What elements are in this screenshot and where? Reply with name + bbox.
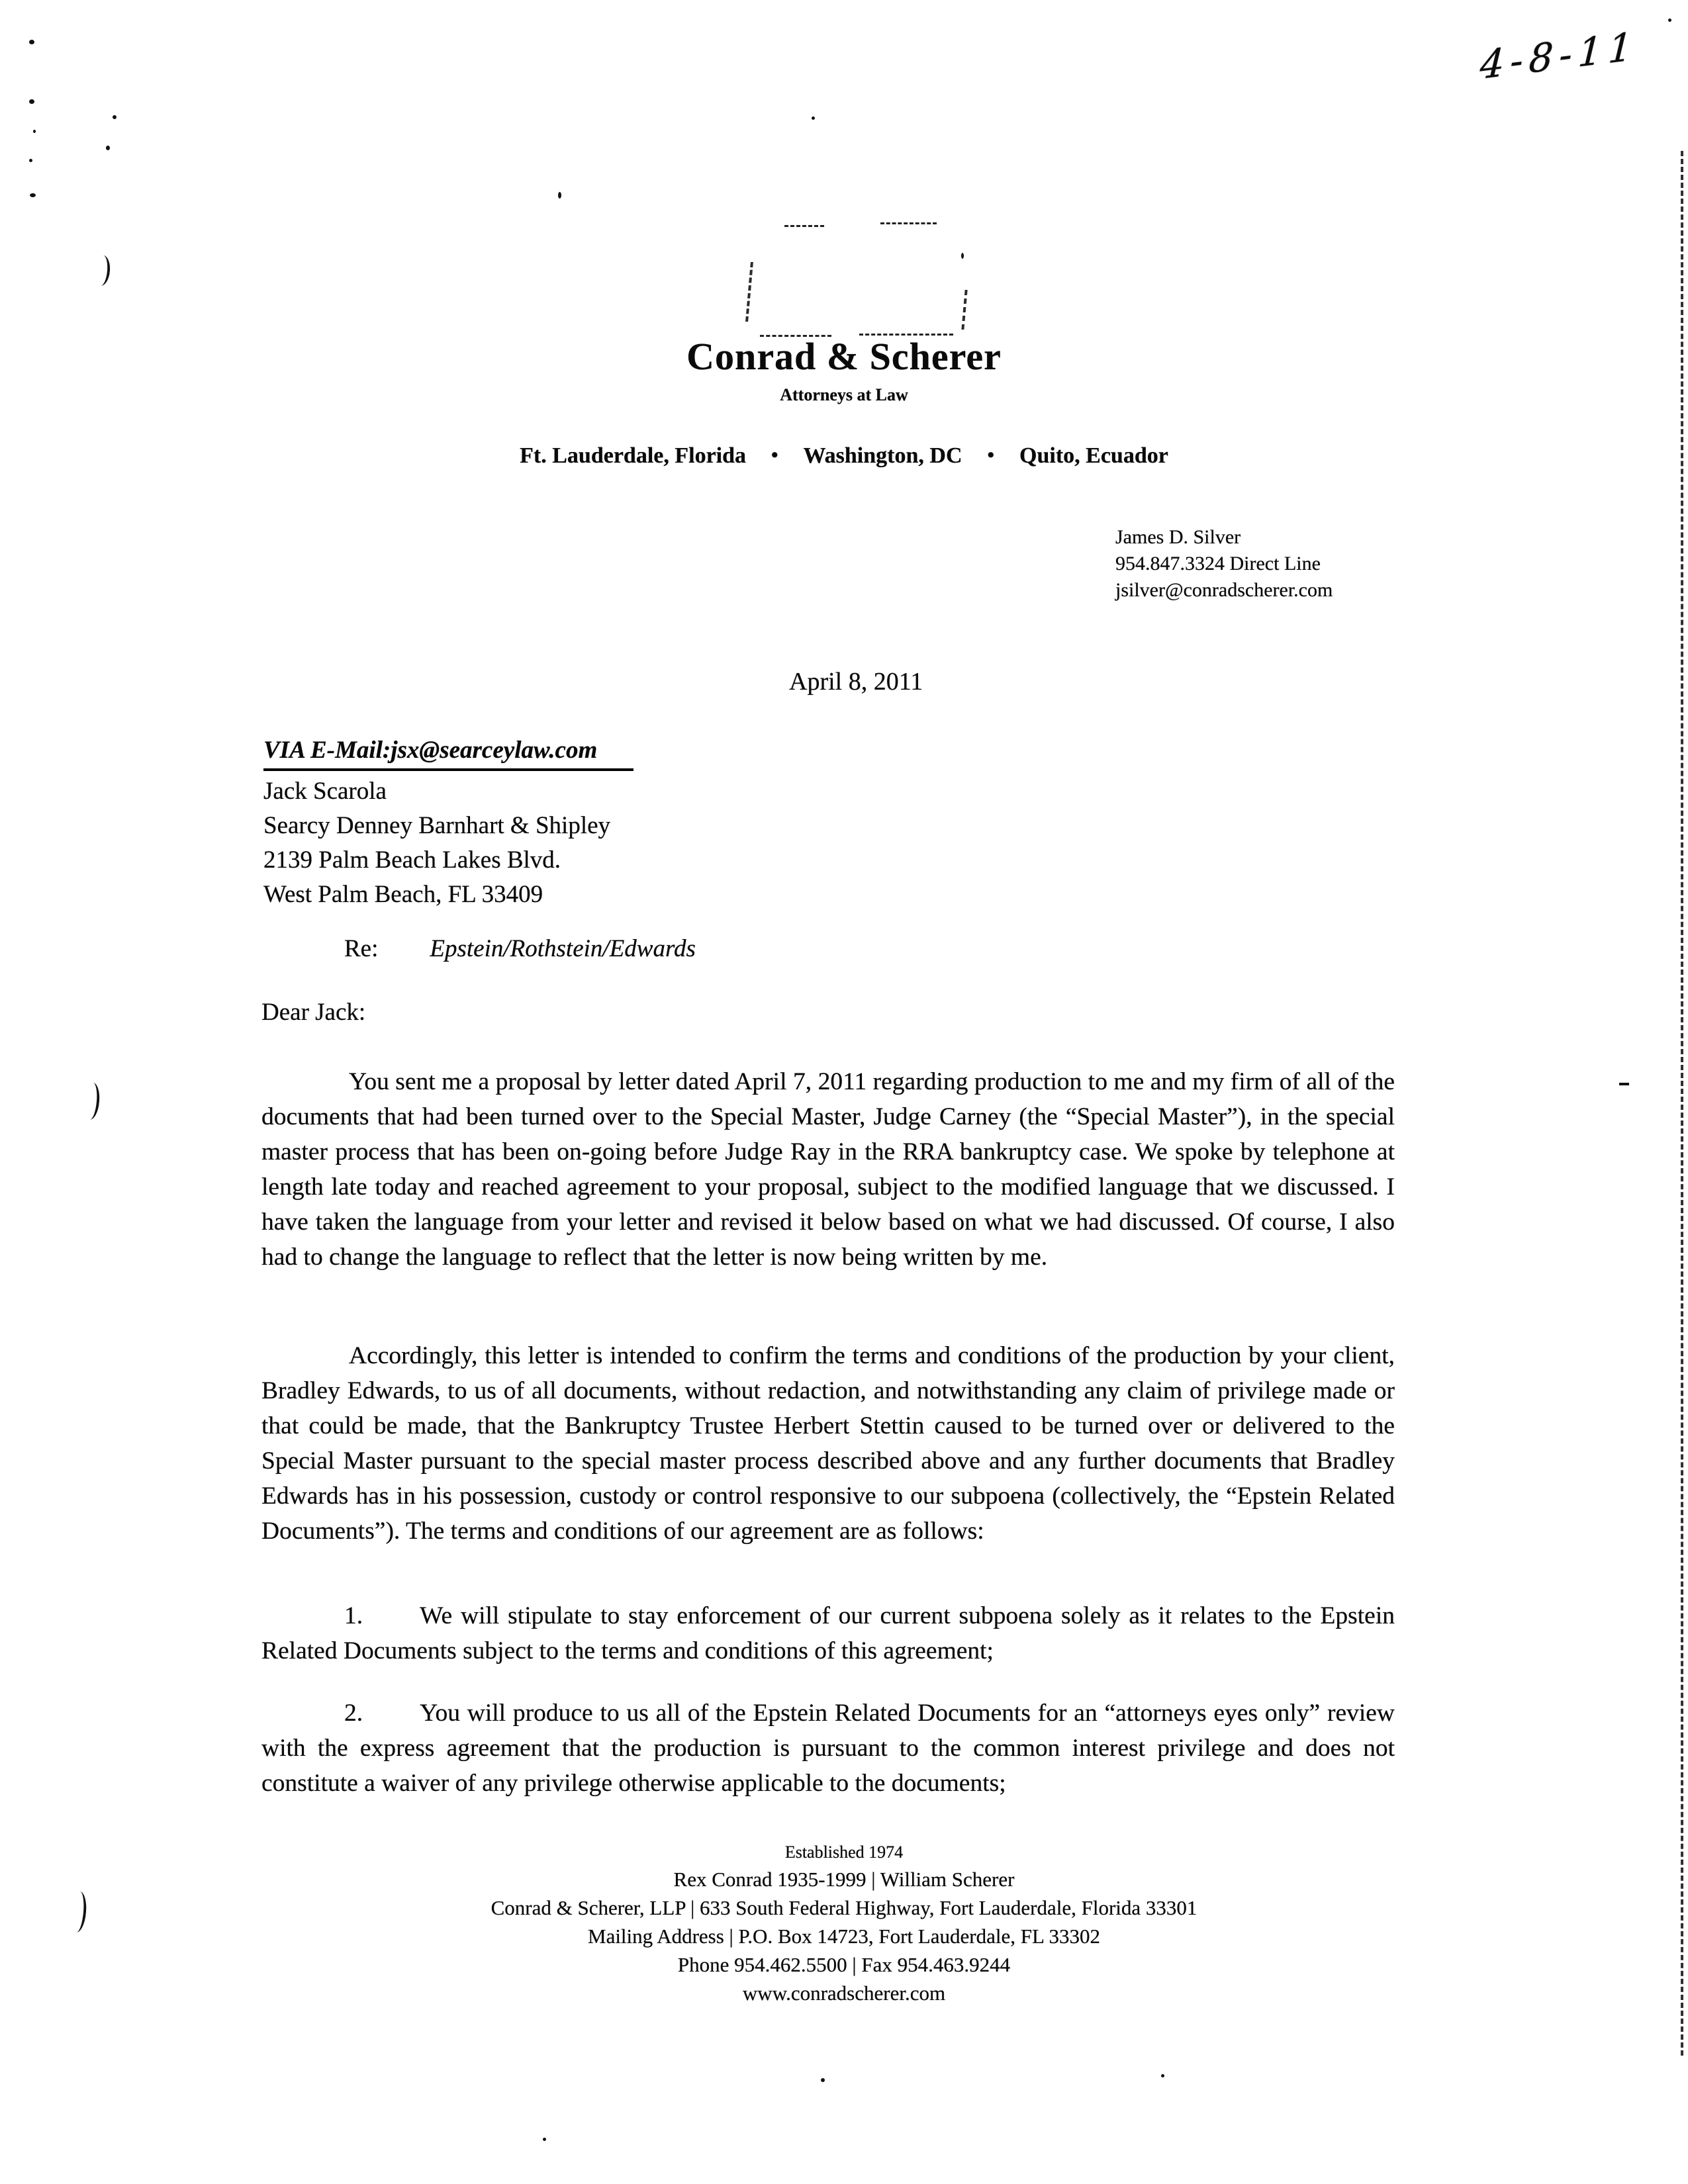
scan-artifact [961,290,967,330]
paragraph-2: Accordingly, this letter is intended to confirm the terms and conditions of the production by your client, Bradley Edwards, to us of all documents, without redaction, and notwithstanding any claim of privilege made or that could be made, that the Bankruptcy Trustee Herbert Stettin caused to be turned over or delivered to the Special Master pursuant to the special master process described above and any further documents that Bradley Edwards has in his possession, custody or control responsive to our subpoena (collectively, the “Epstein Related Documents”). The terms and conditions of our agreement are as follows: [261,1342,1395,1545]
footer-mailing-address: Mailing Address | P.O. Box 14723, Fort Lauderdale, FL 33302 [588,1925,1100,1948]
bullet-separator-icon: • [771,444,778,466]
contact-email: jsilver@conradscherer.com [1115,579,1333,601]
scan-artifact [95,255,111,287]
footer-website: www.conradscherer.com [742,1981,946,2005]
salutation: Dear Jack: [261,999,366,1026]
firm-tagline: Attorneys at Law [780,385,908,404]
office-locations [0,443,1688,469]
scan-edge-line [1681,151,1683,2056]
scan-artifact [85,1082,101,1120]
footer-phone-fax: Phone 954.462.5500 | Fax 954.463.9244 [677,1953,1011,1976]
scan-artifact [106,146,110,150]
item-1-number: 1. [344,1602,363,1629]
scan-artifact [812,116,815,120]
location-ft-lauderdale: Ft. Lauderdale, Florida [520,443,747,468]
numbered-item-2 [261,1696,1395,1801]
item-2-text: You will produce to us all of the Epstein Related Documents for an “attorneys eyes only” review with the express agreement that the production is pursuant to the common interest privilege and does not constitute a waiver of any privilege otherwise applicable to the documents; [261,1700,1395,1797]
scan-artifact [29,159,32,162]
bullet-separator-icon: • [987,444,995,466]
scan-artifact [821,2078,825,2082]
re-subject: Epstein/Rothstein/Edwards [430,935,696,962]
re-label: Re: [344,935,379,962]
scan-artifact [1668,19,1671,22]
scan-artifact [558,192,561,199]
contact-block [1115,524,1333,604]
footer-partners: Rex Conrad 1935-1999 | William Scherer [673,1868,1015,1891]
location-quito-ecuador: Quito, Ecuador [1019,443,1168,468]
footer-address: Conrad & Scherer, LLP | 633 South Federal Highway, Fort Lauderdale, Florida 33301 [491,1896,1197,1919]
scan-artifact [33,130,36,133]
scan-artifact [961,253,964,259]
numbered-item-1 [261,1598,1395,1668]
item-1-text: We will stipulate to stay enforcement of our current subpoena solely as it relates to the Epstein Related Documents subject to the terms and conditions of this agreement; [261,1602,1395,1664]
recipient-street: 2139 Palm Beach Lakes Blvd. [263,846,561,874]
recipient-city: West Palm Beach, FL 33409 [263,881,543,908]
handwritten-date-annotation: 4-8-11 [1479,23,1640,89]
scan-artifact [1619,1083,1629,1085]
scan-artifact [29,40,34,44]
scan-artifact [543,2138,546,2141]
letterhead-footer [0,1840,1688,2007]
scan-artifact [29,99,34,104]
recipient-name: Jack Scarola [263,778,387,805]
via-email-line: VIA E-Mail:jsx@searceylaw.com [263,736,633,771]
contact-name: James D. Silver [1115,526,1241,548]
contact-direct-line: 954.847.3324 Direct Line [1115,553,1321,574]
scan-artifact [745,262,753,322]
recipient-firm: Searcy Denney Barnhart & Shipley [263,812,611,839]
scan-artifact [30,193,36,197]
letter-date: April 8, 2011 [789,668,923,696]
recipient-address [263,774,610,912]
scan-artifact [784,225,824,227]
firm-name: Conrad & Scherer [686,335,1002,378]
scan-artifact [113,115,117,119]
footer-established: Established 1974 [784,1843,904,1862]
location-washington-dc: Washington, DC [803,443,962,468]
re-line [344,934,696,963]
paragraph-1: You sent me a proposal by letter dated April 7, 2011 regarding production to me and my firm of all of the documents that had been turned over to the Special Master, Judge Carney (the “Special Master”), in the special master process that has been on-going before Judge Ray in the RRA bankruptcy case. We spoke by telephone at length late today and reached agreement to your proposal, subject to the modified language that we discussed. I have taken the language from your letter and revised it below based on what we had discussed. Of course, I also had to change the language to reflect that the letter is now being written by me. [261,1068,1395,1271]
scan-artifact [880,222,937,224]
scan-artifact [1161,2074,1164,2077]
item-2-number: 2. [344,1700,363,1727]
